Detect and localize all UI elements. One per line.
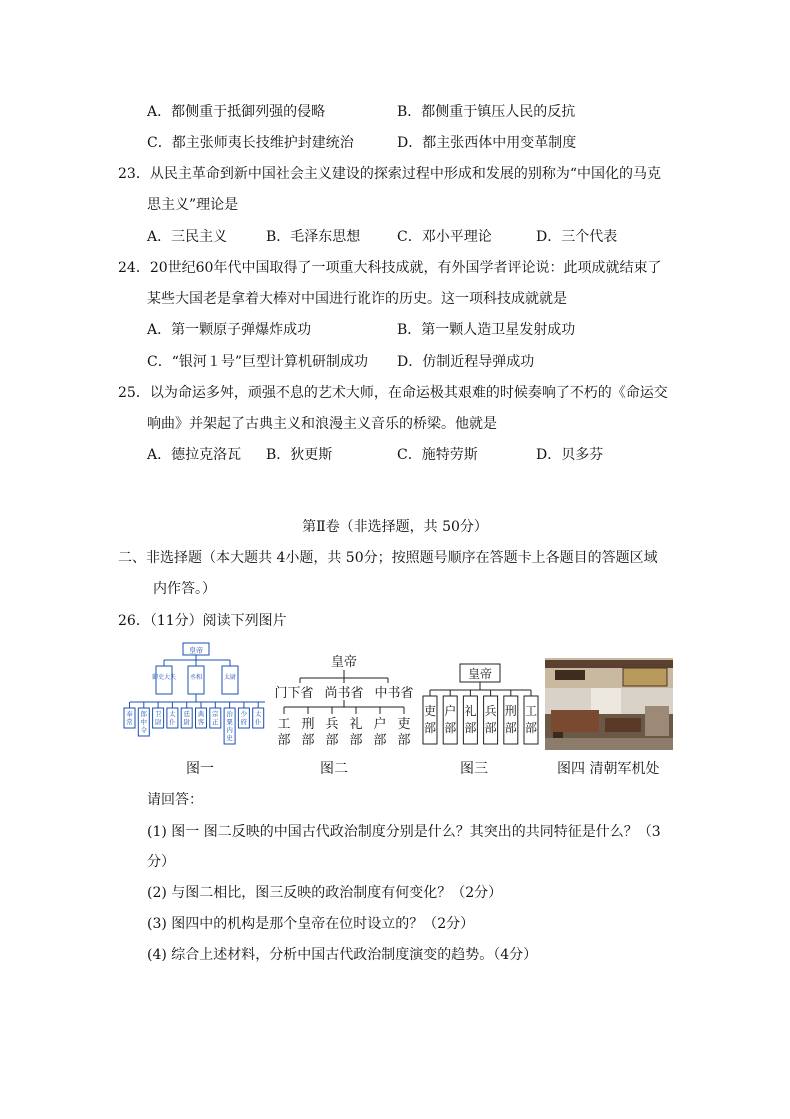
- fig2-caption: 图二: [320, 761, 348, 777]
- q25-option-b: B．狄更斯: [266, 447, 333, 463]
- fig1-mid-label-2: 丞相: [189, 674, 203, 681]
- q23-stem-line2: 思主义”理论是: [147, 197, 239, 213]
- fig3-caption: 图三: [460, 761, 488, 777]
- q26-sub1-line2: 分）: [147, 854, 175, 870]
- fig3-bottom-label: 工部: [524, 704, 538, 735]
- q26-sub4: (4) 综合上述材料，分析中国古代政治制度演变的趋势。（4分）: [147, 947, 538, 963]
- q23-option-d: D．三个代表: [536, 229, 618, 245]
- q24-stem-line2: 某些大国老是拿着大棒对中国进行讹诈的历史。这一项科技成就就是: [147, 291, 567, 307]
- fig1-bottom-label: 郎中令: [140, 710, 148, 734]
- fig2-bottom-label: 礼部: [349, 717, 363, 748]
- fig2-mid-label-3: 中书省: [374, 686, 414, 701]
- q22-option-a: A．都侧重于抵御列强的侵略: [147, 104, 326, 120]
- fig2-bottom-label: 刑部: [301, 717, 315, 748]
- part2-title: 第Ⅱ卷（非选择题，共 50分）: [302, 519, 488, 535]
- q22-option-b: B．都侧重于镇压人民的反抗: [397, 104, 576, 120]
- q22-option-d: D．都主张西体中用变革制度: [397, 135, 577, 151]
- q23-option-c: C．邓小平理论: [397, 229, 492, 245]
- fig2-bottom-label: 兵部: [325, 717, 339, 748]
- q26-header: 26．（11分）阅读下列图片: [118, 613, 287, 629]
- fig2-bottom-label: 户部: [373, 717, 387, 748]
- q25-option-a: A．德拉克洛瓦: [147, 447, 242, 463]
- fig1-bottom-label: 治粟内史: [226, 710, 233, 742]
- fig3-bottom-label: 礼部: [464, 704, 477, 735]
- q26-sub1-line1: (1) 图一 图二反映的中国古代政治制度分别是什么？其突出的共同特征是什么？（3: [147, 824, 661, 840]
- figure-2-diagram: [270, 652, 420, 754]
- fig1-mid-label-3: 太尉: [223, 674, 237, 681]
- fig1-caption: 图一: [186, 761, 214, 777]
- fig3-bottom-label: 兵部: [484, 704, 497, 735]
- part2-instructions-line1: 二、非选择题（本大题共 4小题，共 50分；按照题号顺序在答题卡上各题目的答题区域: [118, 550, 658, 566]
- q23-option-b: B．毛泽东思想: [266, 229, 361, 245]
- figure-3-diagram: [420, 660, 542, 750]
- q25-stem-line2: 响曲》并架起了古典主义和浪漫主义音乐的桥梁。他就是: [147, 416, 497, 432]
- fig1-bottom-label: 卫尉: [154, 710, 162, 726]
- q24-stem-line1: 24．20世纪60年代中国取得了一项重大科技成就，有外国学者评论说：此项成就结束了: [118, 260, 662, 276]
- fig3-bottom-label: 刑部: [504, 704, 517, 735]
- part2-instructions-line2: 内作答。）: [153, 581, 216, 597]
- q23-option-a: A．三民主义: [147, 229, 228, 245]
- q24-option-a: A．第一颗原子弹爆炸成功: [147, 322, 312, 338]
- q25-stem-line1: 25．以为命运多舛，顽强不息的艺术大师，在命运极其艰难的时候奏响了不朽的《命运交: [118, 385, 668, 401]
- fig1-mid-label-1: 御史大夫: [151, 674, 177, 681]
- fig1-top-label: 皇帝: [189, 646, 203, 655]
- fig1-bottom-label: 宗正: [212, 710, 219, 726]
- q24-option-d: D．仿制近程导弹成功: [397, 354, 535, 370]
- q26-prompt: 请回答：: [147, 792, 203, 808]
- fig1-bottom-label: 典客: [197, 710, 205, 726]
- q24-option-c: C．“银河１号”巨型计算机研制成功: [147, 354, 369, 370]
- q23-stem-line1: 23．从民主革命到新中国社会主义建设的探索过程中形成和发展的别称为“中国化的马克: [118, 166, 661, 182]
- fig3-bottom-label: 吏部: [423, 704, 437, 735]
- fig2-bottom-label: 吏部: [397, 717, 411, 748]
- fig1-bottom-label: 太仆: [254, 710, 262, 726]
- q26-sub3: (3) 图四中的机构是那个皇帝在位时设立的？（2分）: [147, 916, 475, 932]
- q24-option-b: B．第一颗人造卫星发射成功: [397, 322, 576, 338]
- fig1-bottom-label: 奉常: [126, 710, 133, 726]
- fig1-bottom-label: 廷尉: [183, 710, 190, 726]
- fig2-mid-label-1: 门下省: [274, 686, 314, 701]
- q25-option-d: D．贝多芬: [536, 447, 604, 463]
- figure-4-photo: [545, 658, 673, 750]
- fig2-mid-label-2: 尚书省: [324, 686, 364, 701]
- q25-option-c: C．施特劳斯: [397, 447, 478, 463]
- q22-option-c: C．都主张师夷长技维护封建统治: [147, 135, 354, 151]
- fig3-bottom-label: 户部: [444, 704, 457, 735]
- q26-sub2: (2) 与图二相比，图三反映的政治制度有何变化？（2分）: [147, 885, 503, 901]
- fig2-top-label: 皇帝: [330, 655, 358, 670]
- fig3-top-label: 皇帝: [467, 667, 493, 681]
- fig1-bottom-label: 少府: [240, 710, 248, 726]
- fig2-bottom-label: 工部: [277, 717, 291, 748]
- figure-1-diagram: [120, 640, 270, 755]
- fig4-caption: 图四 清朝军机处: [557, 761, 660, 777]
- fig1-bottom-label: 太仆: [169, 710, 176, 726]
